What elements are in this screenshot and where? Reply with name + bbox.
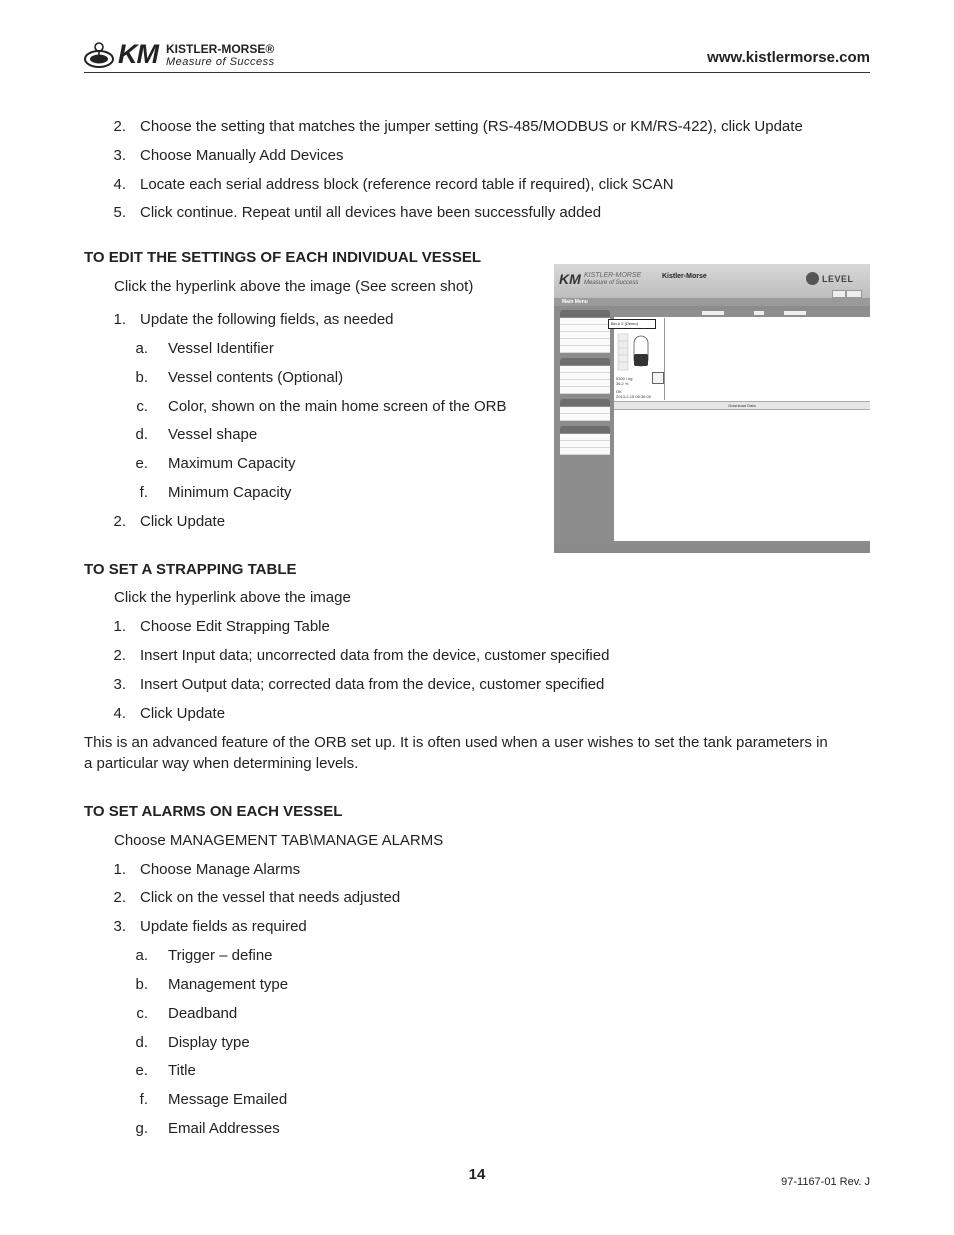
sub-list-text: Vessel contents (Optional) <box>168 369 344 386</box>
sub-list-text: Trigger – define <box>168 947 273 964</box>
screenshot-company: Kistler-Morse <box>662 273 707 280</box>
screenshot-nav-bar <box>554 298 870 306</box>
paragraph-line: a particular way when determining levels. <box>84 755 359 772</box>
sub-list-text: Message Emailed <box>168 1091 288 1108</box>
list-text: Click Update <box>140 513 226 530</box>
website-url[interactable]: www.kistlermorse.com <box>707 49 870 66</box>
list-number: 1. <box>113 861 126 878</box>
list-text: Click Update <box>140 705 226 722</box>
vessel-readout: 5300 / kg 36.2 % OK 2013-2-15 06:30:00 <box>616 376 651 399</box>
list-text: Update fields as required <box>140 918 307 935</box>
screenshot-vessel-box: Bin # 2 (Demo) <box>608 319 656 329</box>
info-icon <box>806 272 819 285</box>
screenshot-footer-bar <box>554 545 870 553</box>
sub-list-letter: e. <box>135 455 148 472</box>
list-number: 2. <box>113 118 126 135</box>
list-number: 3. <box>113 918 126 935</box>
logo-km-text: KM <box>118 39 158 69</box>
list-number: 3. <box>113 147 126 164</box>
side-panel-header <box>560 358 610 365</box>
sub-list-text: Email Addresses <box>168 1120 280 1137</box>
section-heading-vessel: TO EDIT THE SETTINGS OF EACH INDIVIDUAL VESSEL <box>84 249 481 266</box>
logo-tagline: Measure of Success <box>166 56 275 68</box>
list-text: Click on the vessel that needs adjusted <box>140 889 401 906</box>
list-text: Update the following fields, as needed <box>140 311 394 328</box>
list-number: 2. <box>113 513 126 530</box>
sub-list-letter: f. <box>139 1091 148 1108</box>
document-code: 97-1167-01 Rev. J <box>781 1176 870 1188</box>
sub-list-text: Management type <box>168 976 289 993</box>
sub-list-text: Color, shown on the main home screen of the ORB <box>168 398 507 415</box>
screenshot-brand-tagline: Measure of Success <box>584 280 639 286</box>
sub-list-text: Maximum Capacity <box>168 455 296 472</box>
logo-company-name: KISTLER-MORSE® <box>166 42 275 56</box>
side-panel-header <box>560 310 610 317</box>
sub-list-letter: b. <box>135 976 148 993</box>
sub-list-letter: e. <box>135 1062 148 1079</box>
sub-list-letter: d. <box>135 1034 148 1051</box>
list-text: Insert Input data; uncorrected data from the device, customer specified <box>140 647 610 664</box>
camera-icon <box>652 372 664 384</box>
list-number: 4. <box>113 705 126 722</box>
list-text: Choose Edit Strapping Table <box>140 618 330 635</box>
list-text: Choose Manage Alarms <box>140 861 301 878</box>
side-panel-header <box>560 426 610 433</box>
sub-list-letter: f. <box>139 484 148 501</box>
screenshot-menu-title: Main Menu <box>562 299 588 305</box>
list-number: 1. <box>113 618 126 635</box>
vessel-level-graphic <box>616 332 662 374</box>
screenshot-help-button <box>832 290 846 298</box>
screenshot-toolbar <box>614 310 870 317</box>
section-heading-strapping: TO SET A STRAPPING TABLE <box>84 561 297 578</box>
list-number: 2. <box>113 889 126 906</box>
section-heading-alarms: TO SET ALARMS ON EACH VESSEL <box>84 803 343 820</box>
sub-list-text: Vessel shape <box>168 426 258 443</box>
header-divider <box>84 72 870 73</box>
list-text: Insert Output data; corrected data from the device, customer specified <box>140 676 605 693</box>
screenshot-brand: KM <box>559 271 581 287</box>
sub-list-letter: c. <box>136 398 148 415</box>
screenshot-banner <box>554 264 870 298</box>
screenshot-logout-button <box>846 290 862 298</box>
sub-list-letter: a. <box>135 947 148 964</box>
sub-list-text: Title <box>168 1062 196 1079</box>
sub-list-letter: b. <box>135 369 148 386</box>
list-number: 3. <box>113 676 126 693</box>
list-text: Click continue. Repeat until all devices have been successfully added <box>140 204 602 221</box>
section-intro: Choose MANAGEMENT TAB\MANAGE ALARMS <box>114 832 444 849</box>
sub-list-text: Minimum Capacity <box>168 484 292 501</box>
screenshot-main-panel <box>611 310 870 541</box>
sub-list-letter: a. <box>135 340 148 357</box>
side-panel-header <box>560 399 610 406</box>
list-number: 4. <box>113 176 126 193</box>
sub-list-text: Deadband <box>168 1005 238 1022</box>
screenshot-product: LEVEL <box>822 274 854 284</box>
sub-list-text: Display type <box>168 1034 250 1051</box>
list-number: 1. <box>113 311 126 328</box>
sub-list-letter: g. <box>135 1120 148 1137</box>
paragraph-line: This is an advanced feature of the ORB set up. It is often used when a user wishes to set the tank parameters in <box>84 734 828 751</box>
list-number: 2. <box>113 647 126 664</box>
sub-list-letter: d. <box>135 426 148 443</box>
screenshot-sidebar <box>560 310 610 540</box>
sub-list-letter: c. <box>136 1005 148 1022</box>
list-text: Choose Manually Add Devices <box>140 147 344 164</box>
list-text: Choose the setting that matches the jumper setting (RS-485/MODBUS or KM/RS-422), click Update <box>140 118 803 135</box>
orb-screenshot <box>554 264 870 553</box>
screenshot-brand-name: KISTLER-MORSE <box>584 272 642 279</box>
section-intro: Click the hyperlink above the image (See screen shot) <box>114 278 474 295</box>
screenshot-download-bar: Download Data <box>614 401 870 410</box>
kistler-morse-logo-icon <box>84 40 114 70</box>
section-intro: Click the hyperlink above the image <box>114 589 351 606</box>
list-text: Locate each serial address block (reference record table if required), click SCAN <box>140 176 674 193</box>
page-number: 14 <box>468 1166 486 1183</box>
list-number: 5. <box>113 204 126 221</box>
sub-list-text: Vessel Identifier <box>168 340 274 357</box>
